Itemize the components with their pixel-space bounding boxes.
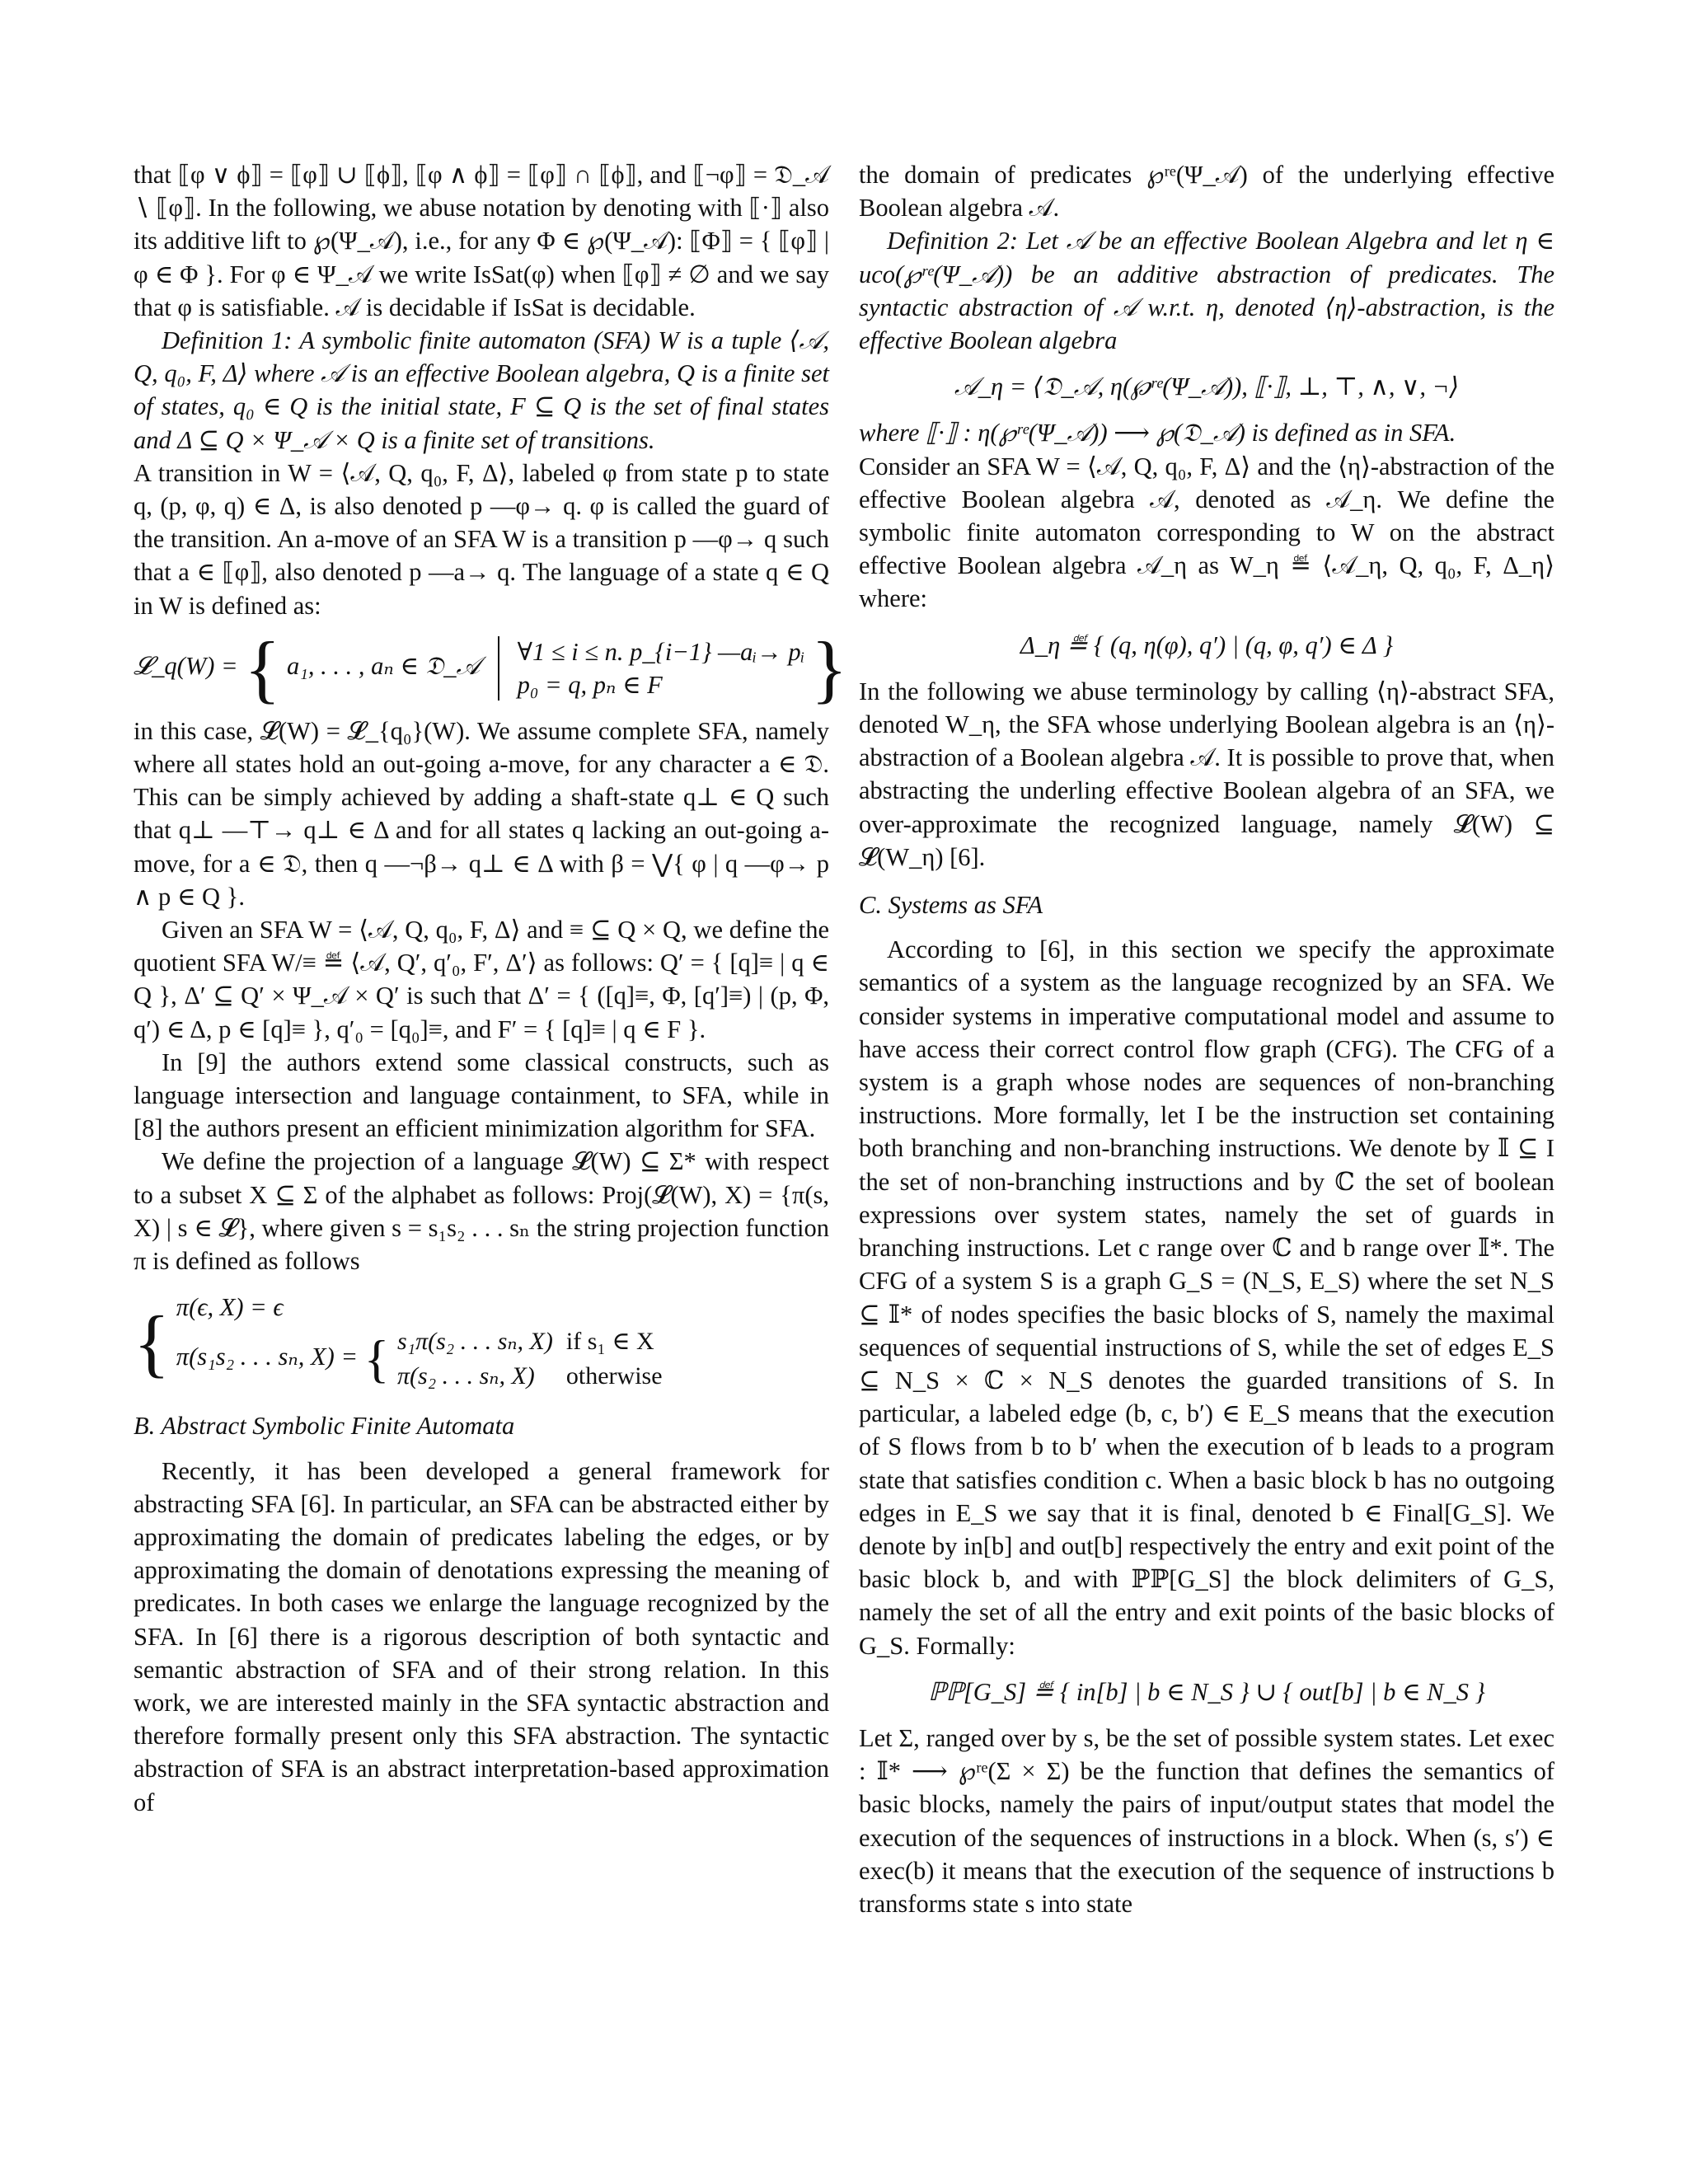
projection-equation: { π(ϵ, X) = ϵ π(s₁s₂ . . . sₙ, X) = { s₁π(s₂ . . . sₙ, X) if s₁ ∈ X π(s₂ . . . sₙ, X) otherwise (134, 1291, 829, 1394)
paragraph: the domain of predicates ℘ʳᵉ(Ψ_𝒜) of the underlying effective Boolean algebra 𝒜. (859, 161, 1554, 223)
section-heading: B. Abstract Symbolic Finite Automata (134, 1412, 515, 1441)
equation-set: a₁, . . . , aₙ ∈ 𝔇_𝒜 (287, 651, 481, 680)
definition-1 (134, 324, 829, 457)
equation-condition: p₀ = q, pₙ ∈ F (517, 670, 663, 699)
equation-lhs: π(s₁s₂ . . . sₙ, X) = (176, 1343, 359, 1371)
paragraph: Given an SFA W = ⟨𝒜, Q, q₀, F, Δ⟩ and ≡ ⊆ Q × Q, we define the quotient SFA W/≡ ≝ ⟨𝒜, Q′, q′₀, F′, Δ′⟩ as follows: Q′ = { [q]≡ | q ∈ Q }, Δ′ ⊆ Q′ × Ψ_𝒜 × Q′ is such that Δ′ = { ([q]≡, Φ, [q′]≡) | (p, Φ, q′) ∈ Δ, p ∈ [q]≡ }, q′₀ = [q₀]≡, and F′ = { [q]≡ | q ∈ F }. (134, 916, 829, 1043)
delta-eta-equation: Δ_η ≝ { (q, η(φ), q′) | (q, φ, q′) ∈ Δ } (1020, 630, 1394, 659)
definition-2 (859, 224, 1554, 357)
paragraph: In the following we abuse terminology by calling ⟨η⟩-abstract SFA, denoted W_η, the SFA whose underlying Boolean algebra is an ⟨η⟩-abstraction of a Boolean algebra 𝒜. It is possible to prove that, when abstracting the underling effective Boolean algebra of an SFA, we over-approximate the recognized language, namely 𝓛(W) ⊆ 𝓛(W_η) [6]. (859, 677, 1554, 871)
right-column (859, 158, 1554, 1920)
case-expression: s₁π(s₂ . . . sₙ, X) (397, 1328, 553, 1356)
paragraph: In [9] the authors extend some classical constructs, such as language intersection and language containment, to SFA, while in [8] the authors present an efficient minimization algorithm for SFA. (134, 1047, 829, 1143)
definition-text: Let 𝒜 be an effective Boolean Algebra and let η ∈ uco(℘ʳᵉ(Ψ_𝒜)) be an additive abstraction of predicates. The syntactic abstraction of 𝒜 w.r.t. η, denoted ⟨η⟩-abstraction, is the effective Boolean algebra (859, 227, 1555, 355)
paragraph: that ⟦φ ∨ ϕ⟧ = ⟦φ⟧ ∪ ⟦ϕ⟧, ⟦φ ∧ ϕ⟧ = ⟦φ⟧ ∩ ⟦ϕ⟧, and ⟦¬φ⟧ = 𝔇_𝒜 ∖ ⟦φ⟧. In the following, we abuse notation by denoting with ⟦·⟧ also its additive lift to ℘(Ψ_𝒜), i.e., for any Φ ∈ ℘(Ψ_𝒜): ⟦Φ⟧ = { ⟦φ⟧ | φ ∈ Φ }. For φ ∈ Ψ_𝒜 we write IsSat(φ) when ⟦φ⟧ ≠ ∅ and we say that φ is satisfiable. 𝒜 is decidable if IsSat is decidable. (134, 161, 829, 321)
abstract-algebra-equation: 𝒜_η = ⟨𝔇_𝒜, η(℘ʳᵉ(Ψ_𝒜)), ⟦·⟧, ⊥, ⊤, ∧, ∨, ¬⟩ (954, 373, 1460, 401)
case-condition: if s₁ ∈ X (565, 1328, 654, 1356)
definition-label: Definition 2: (887, 227, 1018, 255)
paragraph: According to [6], in this section we specify the approximate semantics of a system as the language recognized by an SFA. We consider systems in imperative computational model and assume to have access their correct control flow graph (CFG). The CFG of a system is a graph whose nodes are sequences of non-branching instructions. More formally, let I be the instruction set containing both branching and non-branching instructions. We denote by 𝕀 ⊆ I the set of non-branching instructions and by ℂ the set of boolean expressions over system states, namely the set of guards in branching instructions. Let c range over ℂ and b range over 𝕀*. The CFG of a system S is a graph G_S = (N_S, E_S) where the set N_S ⊆ 𝕀* of nodes specifies the basic blocks of S, namely the maximal sequences of sequential instructions of S, while the set of edges E_S ⊆ N_S × ℂ × N_S denotes the guarded transitions of S. In particular, a labeled edge (b, c, b′) ∈ E_S means that the execution of S flows from b to b′ when the execution of b leads to a program state that satisfies condition c. When a basic block b has no outgoing edges in E_S we say that it is final, denoted b ∈ Final[G_S]. We denote by in[b] and out[b] respectively the entry and exit point of the basic block b, and with ℙℙ[G_S] the block delimiters of G_S, namely the set of all the entry and exit points of the basic blocks of G_S. Formally: (859, 935, 1554, 1660)
paragraph: in this case, 𝓛(W) = 𝓛_{q₀}(W). We assume complete SFA, namely where all states hold an out-going a-move, for any character a ∈ 𝔇. This can be simply achieved by adding a shaft-state q⊥ ∈ Q such that q⊥ —⊤→ q⊥ ∈ Δ and for all states q lacking an out-going a-move, for a ∈ 𝔇, then q —¬β→ q⊥ ∈ Δ with β = ⋁{ φ | q —φ→ p ∧ p ∈ Q }. (134, 716, 829, 911)
definition-label: Definition 1: (162, 326, 293, 355)
section-heading: C. Systems as SFA (859, 891, 1043, 920)
definition-continuation: where ⟦·⟧ : η(℘ʳᵉ(Ψ_𝒜)) ⟶ ℘(𝔇_𝒜) is defined as in SFA. (859, 419, 1456, 448)
language-equation: 𝓛_q(W) = { a₁, . . . , aₙ ∈ 𝔇_𝒜 ∀1 ≤ i ≤ n. p_{i−1} —aᵢ→ pᵢ p₀ = q, pₙ ∈ F } (134, 626, 848, 710)
definition-text: A symbolic finite automaton (SFA) W is a tuple ⟨𝒜, Q, q₀, F, Δ⟩ where 𝒜 is an effective Boolean algebra, Q is a finite set of states, q₀ ∈ Q is the initial state, F ⊆ Q is the set of final states and Δ ⊆ Q × Ψ_𝒜 × Q is a finite set of transitions. (134, 326, 830, 454)
paragraph: Recently, it has been developed a general framework for abstracting SFA [6]. In particular, an SFA can be abstracted either by approximating the domain of predicates labeling the edges, or by approximating the domain of denotations expressing the meaning of predicates. In both cases we enlarge the language recognized by the SFA. In [6] there is a rigorous description of both syntactic and semantic abstraction of SFA and of their strong relation. In this work, we are interested mainly in the SFA syntactic abstraction and therefore formally present only this SFA abstraction. The syntactic abstraction of SFA is an abstract interpretation-based approximation of (134, 1456, 829, 1816)
equation-line: π(ϵ, X) = ϵ (176, 1293, 284, 1322)
paragraph: A transition in W = ⟨𝒜, Q, q₀, F, Δ⟩, labeled φ from state p to state q, (p, φ, q) ∈ Δ, is also denoted p —φ→ q. φ is called the guard of the transition. An a-move of an SFA W is a transition p —φ→ q such that a ∈ ⟦φ⟧, also denoted p —a→ q. The language of a state q ∈ Q in W is defined as: (134, 458, 829, 620)
case-condition: otherwise (565, 1362, 663, 1390)
paragraph: We define the projection of a language 𝓛(W) ⊆ Σ* with respect to a subset X ⊆ Σ of the alphabet as follows: Proj(𝓛(W), X) = {π(s, X) | s ∈ 𝓛}, where given s = s₁s₂ . . . sₙ the string projection function π is defined as follows (134, 1147, 829, 1276)
block-delimiters-equation: ℙℙ[G_S] ≝ { in[b] | b ∈ N_S } ∪ { out[b] | b ∈ N_S } (928, 1677, 1485, 1706)
paragraph: Let Σ, ranged over by s, be the set of possible system states. Let exec : 𝕀* ⟶ ℘ʳᵉ(Σ × Σ) be the function that defines the semantics of basic blocks, namely the pairs of input/output states that model the execution of the sequences of instructions in a block. When (s, s′) ∈ exec(b) it means that the execution of the sequence of instructions b transforms state s into state (859, 1723, 1554, 1918)
case-expression: π(s₂ . . . sₙ, X) (397, 1362, 535, 1390)
left-column (134, 158, 848, 1819)
equation-condition: ∀1 ≤ i ≤ n. p_{i−1} —aᵢ→ pᵢ (517, 637, 805, 666)
paragraph: Consider an SFA W = ⟨𝒜, Q, q₀, F, Δ⟩ and the ⟨η⟩-abstraction of the effective Boolean algebra 𝒜, denoted as 𝒜_η. We define the symbolic finite automaton corresponding to W on the abstract effective Boolean algebra 𝒜_η as W_η ≝ ⟨𝒜_η, Q, q₀, F, Δ_η⟩ where: (859, 452, 1554, 613)
equation-lhs: 𝓛_q(W) = (134, 651, 238, 680)
